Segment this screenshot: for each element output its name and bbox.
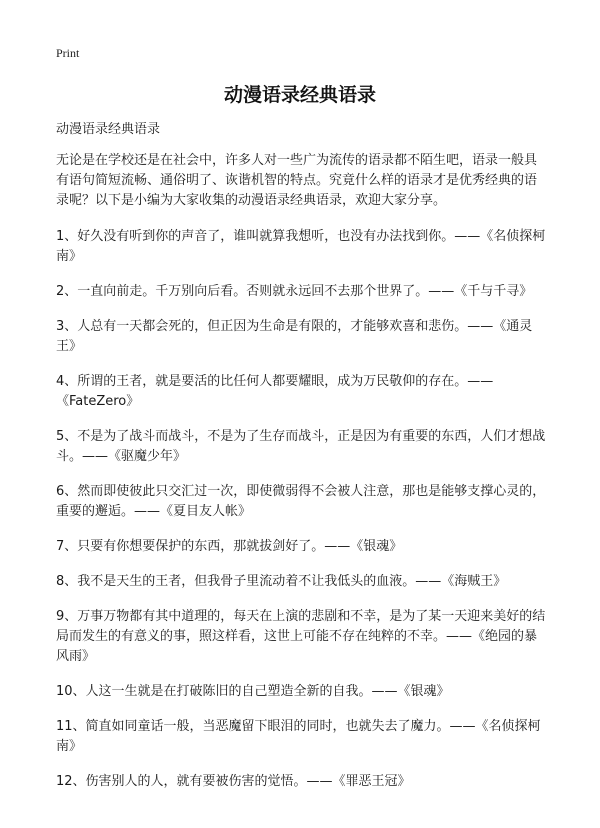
quote-item: 2、一直向前走。千万别向后看。否则就永远回不去那个世界了。——《千与千寻》: [56, 284, 533, 299]
print-link[interactable]: Print: [56, 46, 80, 60]
intro-paragraph: 无论是在学校还是在社会中，许多人对一些广为流传的语录都不陌生吧，语录一般具有语句简短流畅、通俗明了、诙谐机智的特点。究竟什么样的语录才是优秀经典的语录呢？以下是小编为大家收集的动漫语录经典语录，欢迎大家分享。: [56, 153, 538, 208]
quote-item: 12、伤害别人的人，就有要被伤害的觉悟。——《罪恶王冠》: [56, 774, 411, 789]
page-title: 动漫语录经典语录: [223, 84, 376, 106]
article-subtitle: 动漫语录经典语录: [56, 122, 161, 137]
quote-item: 10、人这一生就是在打破陈旧的自己塑造全新的自我。——《银魂》: [56, 684, 450, 699]
quote-item: 11、简直如同童话一般，当恶魔留下眼泪的同时，也就失去了魔力。——《名侦探柯南》: [56, 719, 541, 754]
quote-item: 6、然而即使彼此只交汇过一次，即使微弱得不会被人注意，那也是能够支撑心灵的，重要的邂逅。——《夏目友人帐》: [56, 484, 546, 519]
quote-item: 7、只要有你想要保护的东西，那就拔剑好了。——《银魂》: [56, 539, 403, 554]
article-body: [56, 120, 548, 807]
quote-item: 8、我不是天生的王者，但我骨子里流动着不让我低头的血液。——《海贼王》: [56, 574, 507, 589]
quote-item: 5、不是为了战斗而战斗，不是为了生存而战斗，正是因为有重要的东西，人们才想战斗。——《驱魔少年》: [56, 429, 546, 464]
quote-item: 3、人总有一天都会死的，但正因为生命是有限的，才能够欢喜和悲伤。——《通灵王》: [56, 319, 533, 354]
quote-item: 1、好久没有听到你的声音了，谁叫就算我想听，也没有办法找到你。——《名侦探柯南》: [56, 229, 546, 264]
quote-item: 9、万事万物都有其中道理的，每天在上演的悲剧和不幸，是为了某一天迎来美好的结局而发生的有意义的事，照这样看，这世上可能不存在纯粹的不幸。——《绝园的暴风雨》: [56, 609, 546, 664]
quote-item: 4、所谓的王者，就是要活的比任何人都要耀眼，成为万民敬仰的存在。——《FateZero》: [56, 374, 494, 409]
